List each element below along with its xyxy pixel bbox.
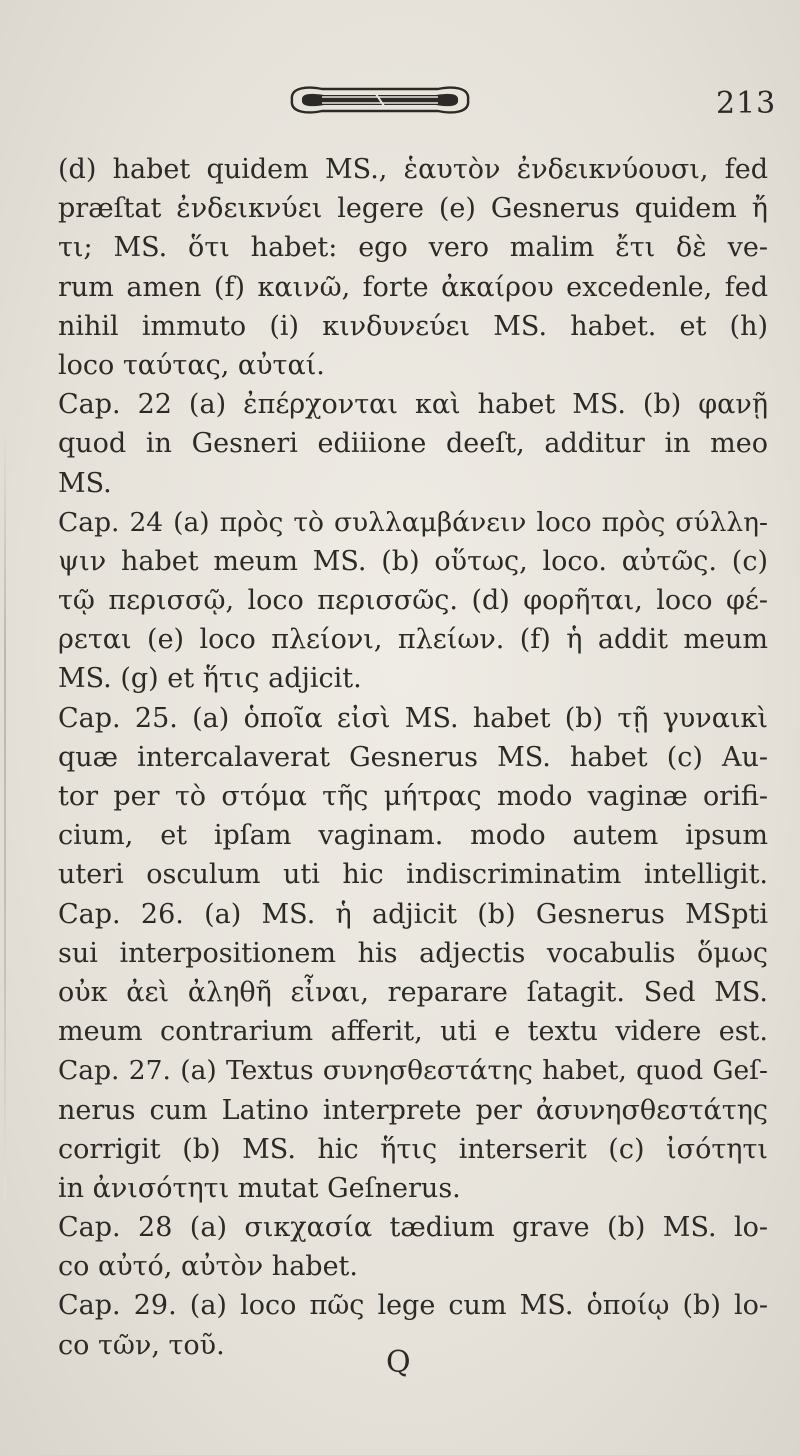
page-edge-shadow [4, 420, 6, 1200]
text-line: cium, et ipſam vaginam. modo autem ipsum [58, 820, 768, 852]
text-line: sui interpositionem his adjectis vocabulis ὅμως [58, 937, 768, 969]
text-line: Cap. 29. (a) loco πῶς lege cum MS. ὁποίῳ (b) lo- [58, 1290, 768, 1322]
text-line: οὐκ ἀεὶ ἀληθῆ εἶναι, reparare ſatagit. Sed MS. [58, 976, 768, 1008]
text-line: co αὐτό, αὐτὸν habet. [58, 1251, 358, 1283]
text-line: Cap. 27. (a) Textus συνησθεστάτης habet, quod Geſ- [58, 1055, 768, 1087]
text-line: tor per τὸ στόμα τῆς μήτρας modo vaginæ orifi- [58, 781, 768, 812]
text-line: MS. (g) et ἥτις adjicit. [58, 663, 362, 695]
text-line: Cap. 22 (a) ἐπέρχονται καὶ habet MS. (b) φανῇ [58, 389, 768, 421]
text-line: Cap. 24 (a) πρὸς τὸ συλλαμβάνειν loco πρὸς σύλλη- [58, 506, 768, 538]
text-line: meum contrarium afferit, uti e textu videre est. [58, 1016, 768, 1048]
text-line: uteri osculum uti hic indiscriminatim intelligit. [58, 859, 768, 891]
text-line: τι; MS. ὅτι habet: ego vero malim ἔτι δὲ ve- [58, 232, 768, 264]
text-line: Cap. 26. (a) MS. ἡ adjicit (b) Gesnerus MSpti [58, 898, 768, 930]
page-number: 213 [716, 86, 777, 121]
text-line: MS. [58, 467, 112, 499]
text-line: co τῶν, τοῦ. [58, 1329, 225, 1361]
text-line: ρεται (e) loco πλείονι, πλείων. (f) ἡ addit meum [58, 624, 768, 656]
text-line: quod in Gesneri ediiione deeſt, additur in meo [58, 428, 768, 460]
text-line: nerus cum Latino interprete per ἀσυνησθεστάτης [58, 1094, 768, 1126]
text-line: ψιν habet meum MS. (b) οὕτως, loco. αὐτῶς. (c) [58, 545, 768, 577]
text-line: præſtat ἐνδεικνύει legere (e) Gesnerus quidem ἤ [58, 193, 768, 225]
text-line: quæ intercalaverat Gesnerus MS. habet (c) Au- [58, 741, 768, 773]
text-line: Cap. 28 (a) σικχασία tædium grave (b) MS. lo- [58, 1212, 768, 1244]
text-line: nihil immuto (i) κινδυνεύει MS. habet. et (h) [58, 310, 768, 342]
text-line: in ἀνισότητι mutat Geſnerus. [58, 1172, 461, 1204]
text-line: (d) habet quidem MS., ἑαυτὸν ἐνδεικνύουσι, fed [58, 154, 768, 185]
text-line: loco ταύτας, αὐταί. [58, 349, 325, 381]
text-line: corrigit (b) MS. hic ἥτις interserit (c) ἰσότητι [58, 1133, 768, 1165]
text-line: rum amen (f) καινῶ, forte ἀκαίρου excedenle, fed [58, 271, 768, 303]
catchword: Q [386, 1345, 411, 1380]
body-text [58, 150, 768, 1365]
header-ornament [282, 83, 478, 117]
text-line: τῷ περισσῷ, loco περισσῶς. (d) φορῆται, loco φέ- [58, 585, 768, 617]
text-line: Cap. 25. (a) ὁποῖα εἰσὶ MS. habet (b) τῇ γυναικὶ [58, 702, 768, 734]
